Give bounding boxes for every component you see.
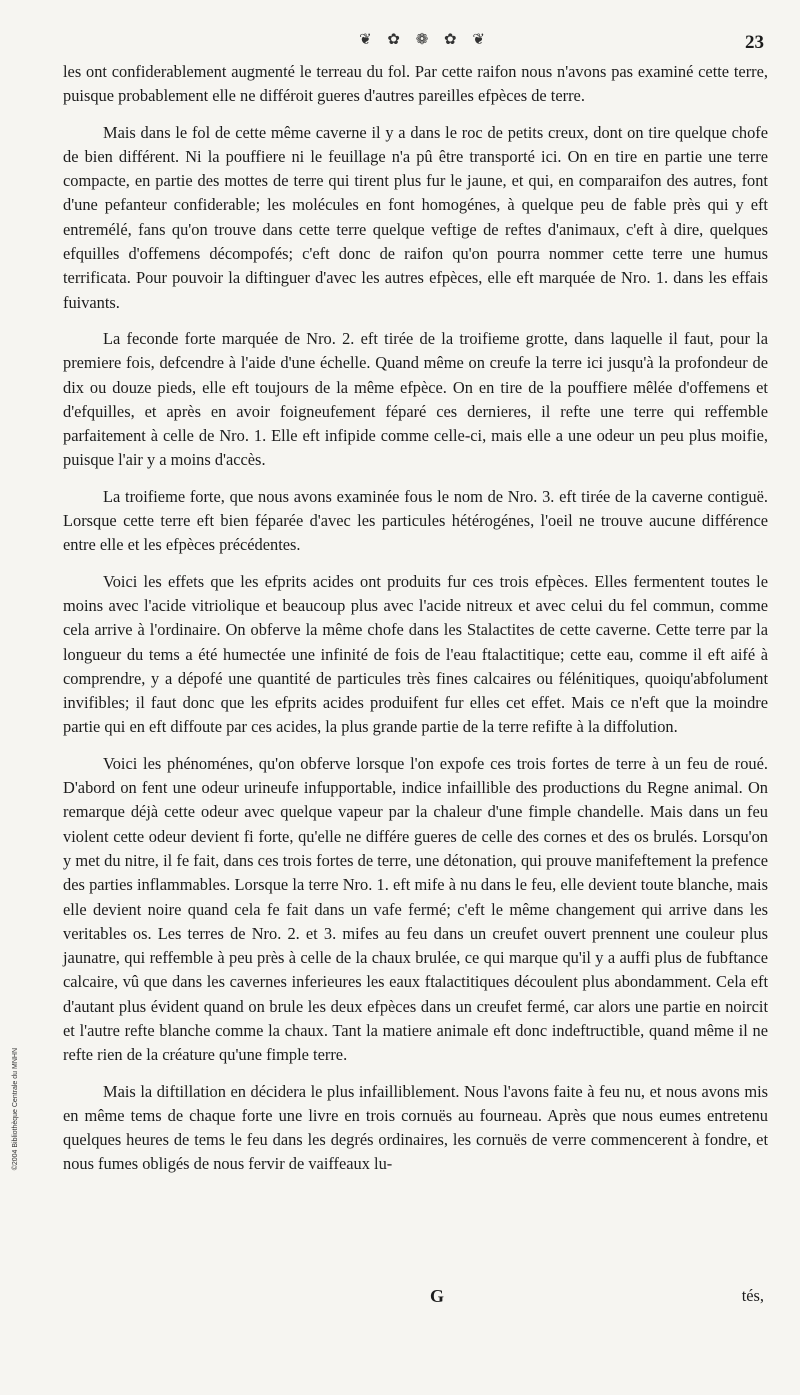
paragraph-1: les ont confiderablement augmenté le terreau du fol. Par cette raifon nous n'avons pas examiné cette terre, puisque probablement elle ne différoit gueres d'autres pareilles efpèces de terre.	[63, 62, 768, 106]
paragraph-5: Voici les effets que les efprits acides ont produits fur ces trois efpèces. Elles fermentent toutes le moins avec l'acide vitriolique et beaucoup plus avec l'acide nitreux et avec celui du fel commun, comme cela arrive à l'ordinaire. On obferve la même chofe dans les Stalactites de cette caverne. Cette terre par la longueur du tems a été humectée une infinité de fois de l'eau ftalactitique; cette eau, comme il eft aifé à comprendre, y a dépofé une quantité de particules très fines calcaires ou félénitiques, quoiqu'abfolument invifibles; il faut donc que les efprits acides produifent fur elles cet effet. Mais ce n'eft que la moindre partie qui en eft diffoute par ces acides, la plus grande partie de la terre refifte à la diffolution.	[63, 571, 768, 737]
paragraph-2: Mais dans le fol de cette même caverne il y a dans le roc de petits creux, dont on tire quelque chofe de bien différent. Ni la pouffiere ni le feuillage n'a pû être transporté ici. On en tire en partie une terre compacte, en partie des mottes de terre qui tirent plus fur le jaune, et qui, en comparaifon des autres, font d'une pefanteur confiderable; les molécules en font homogénes, à quelque peu de fable près qui y eft entremélé, fans qu'on trouve dans cette terre quelque veftige de reftes d'animaux, c'eft à dire, quelques efquilles d'offemens décompofés; c'eft donc de raifon qu'on pourra nommer cette terre une humus terrificata. Pour pouvoir la diftinguer d'avec les autres efpèces, elle eft marquée de Nro. 1. dans les effais fuivants.	[63, 122, 768, 312]
page-header	[0, 26, 800, 56]
paragraph-4: La troifieme forte, que nous avons examinée fous le nom de Nro. 3. eft tirée de la caverne contiguë. Lorsque cette terre eft bien féparée d'avec les particules hétérogénes, l'oeil ne trouve aucune différence entre elle et les efpèces précédentes.	[63, 486, 768, 555]
library-stamp	[0, 1048, 19, 1388]
paragraph-6: Voici les phénoménes, qu'on obferve lorsque l'on expofe ces trois fortes de terre à un feu de roué. D'abord on fent une odeur urineufe infupportable, indice infaillible des productions du Regne animal. On remarque déjà cette odeur avec quelque vapeur par la chaleur d'une fimple chandelle. Mais dans un feu violent cette odeur devient fi forte, qu'elle ne différe gueres de celle des cornes et des os brulés. Lorsqu'on y met du nitre, il fe fait, dans ces trois fortes de terre, une détonation, qui prouve manifeftement la prefence des parties inflammables. Lorsque la terre Nro. 1. eft mife à nu dans le feu, elle devient toute blanche, mais elle devient noire quand cela fe fait dans un vafe fermé; c'eft le même changement qui arrive dans les veritables os. Les terres de Nro. 2. et 3. mifes au feu dans un creufet ouvert prennent une couleur plus jaunatre, qui reffemble à peu près à celle de la chaux brulée, ce qui marque qu'il y a auffi plus de fubftance calcaire, vû que dans les cavernes inferieures les eaux ftalactitiques découlent plus abondamment. Cela eft d'autant plus évident quand on brule les deux efpèces dans un creufet fermé, car alors une partie en noircit et l'autre refte blanche comme la chaux. Tant la matiere animale eft donc indeftructible, quand même il ne refte rien de la créature qu'une fimple terre.	[63, 753, 768, 1065]
paragraph-7: Mais la diftillation en décidera le plus infailliblement. Nous l'avons faite à feu nu, et nous avons mis en même tems de chaque forte une livre en trois cornuës au fourneau. Après que nous eumes entretenu quelques heures de tems le feu dans les degrés ordinaires, les cornuës de verre commencerent à fondre, et nous fumes obligés de nous fervir de vaiffeaux lu-	[63, 1081, 768, 1174]
body-text	[63, 60, 768, 1177]
catchword: tés,	[741, 1286, 764, 1305]
header-ornament: ❦ ✿ ❁ ✿ ❦	[359, 32, 491, 48]
paragraph-3: La feconde forte marquée de Nro. 2. eft tirée de la troifieme grotte, dans laquelle il faut, pour la premiere fois, defcendre à l'aide d'une échelle. Quand même on creufe la terre ici jusqu'à la profondeur de dix ou douze pieds, elle eft toujours de la même efpèce. On en tire de la pouffiere mêlée d'offemens et d'efquilles, et après en avoir foigneufement féparé ces dernieres, il refte une terre qui reffemble parfaitement à celle de Nro. 1. Elle eft infipide comme celle-ci, mais elle a une odeur un peu plus moifie, puisque l'air y a moins d'accès.	[63, 328, 768, 470]
page-number: 23	[745, 32, 764, 53]
page-footer	[0, 1286, 800, 1312]
signature-mark: G	[430, 1286, 445, 1306]
library-stamp-text: ©2004 Bibliothèque Centrale du MNHN	[12, 1048, 19, 1171]
